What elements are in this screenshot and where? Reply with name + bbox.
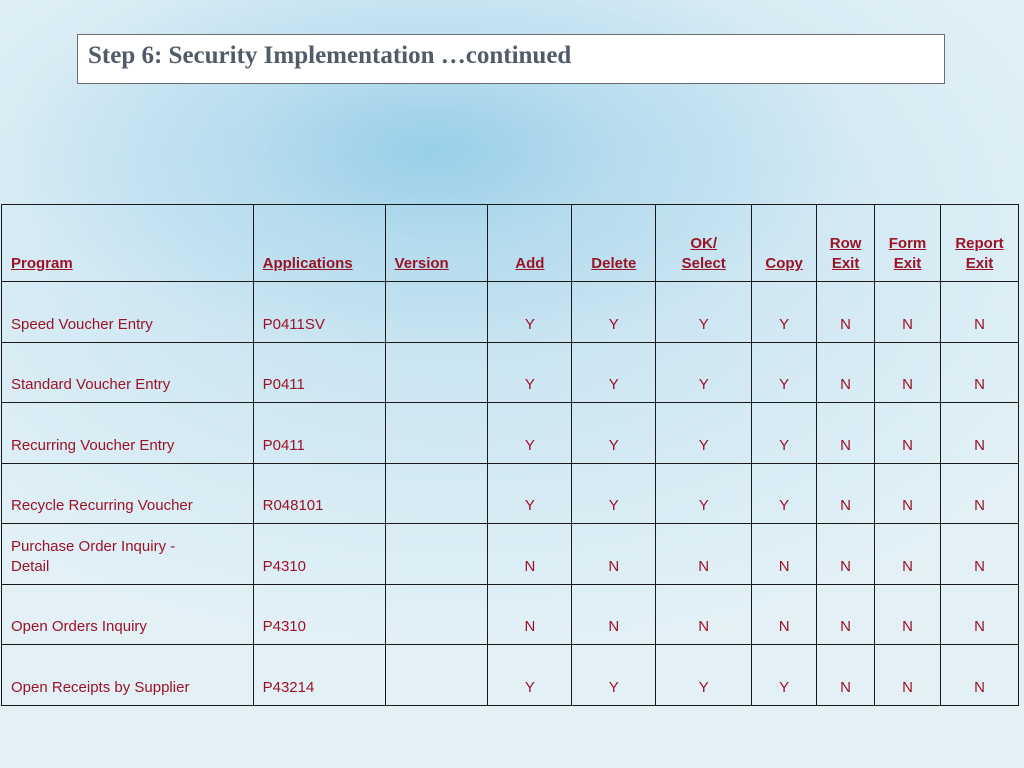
cell-program: Purchase Order Inquiry - Detail [2, 524, 254, 585]
cell-add: Y [488, 645, 572, 706]
cell-delete: Y [572, 342, 656, 403]
title-box [77, 34, 945, 84]
cell-version [385, 282, 488, 343]
cell-report-exit: N [940, 584, 1018, 645]
header-form-exit[interactable]: Form Exit [875, 205, 941, 282]
cell-row-exit: N [817, 282, 875, 343]
cell-application: P0411SV [253, 282, 385, 343]
cell-version [385, 403, 488, 464]
header-delete[interactable]: Delete [572, 205, 656, 282]
table-row [2, 584, 1019, 645]
cell-copy: N [752, 584, 817, 645]
cell-delete: Y [572, 645, 656, 706]
cell-delete: Y [572, 463, 656, 524]
cell-row-exit: N [817, 524, 875, 585]
table-row [2, 282, 1019, 343]
cell-application: R048101 [253, 463, 385, 524]
header-version[interactable]: Version [385, 205, 488, 282]
cell-application: P0411 [253, 342, 385, 403]
cell-report-exit: N [940, 403, 1018, 464]
cell-row-exit: N [817, 463, 875, 524]
cell-copy: Y [752, 282, 817, 343]
cell-add: Y [488, 282, 572, 343]
cell-row-exit: N [817, 645, 875, 706]
cell-program: Open Receipts by Supplier [2, 645, 254, 706]
slide-title: Step 6: Security Implementation …continued [88, 42, 572, 69]
cell-application: P4310 [253, 524, 385, 585]
table-row [2, 463, 1019, 524]
header-add[interactable]: Add [488, 205, 572, 282]
cell-copy: Y [752, 403, 817, 464]
cell-row-exit: N [817, 584, 875, 645]
header-program[interactable]: Program [2, 205, 254, 282]
header-report-exit[interactable]: Report Exit [940, 205, 1018, 282]
cell-row-exit: N [817, 403, 875, 464]
cell-report-exit: N [940, 524, 1018, 585]
cell-copy: Y [752, 342, 817, 403]
cell-form-exit: N [875, 524, 941, 585]
cell-copy: Y [752, 645, 817, 706]
cell-form-exit: N [875, 584, 941, 645]
cell-ok-select: N [656, 524, 752, 585]
cell-ok-select: Y [656, 645, 752, 706]
header-row-exit[interactable]: Row Exit [817, 205, 875, 282]
header-copy[interactable]: Copy [752, 205, 817, 282]
cell-ok-select: Y [656, 403, 752, 464]
cell-program: Open Orders Inquiry [2, 584, 254, 645]
cell-ok-select: Y [656, 282, 752, 343]
cell-delete: Y [572, 403, 656, 464]
cell-delete: Y [572, 282, 656, 343]
table-row [2, 342, 1019, 403]
cell-program: Speed Voucher Entry [2, 282, 254, 343]
cell-report-exit: N [940, 282, 1018, 343]
cell-add: Y [488, 342, 572, 403]
cell-version [385, 584, 488, 645]
table-row [2, 403, 1019, 464]
cell-add: Y [488, 403, 572, 464]
cell-version [385, 342, 488, 403]
cell-form-exit: N [875, 645, 941, 706]
cell-copy: N [752, 524, 817, 585]
cell-ok-select: Y [656, 463, 752, 524]
cell-ok-select: Y [656, 342, 752, 403]
header-row [2, 205, 1019, 282]
cell-report-exit: N [940, 645, 1018, 706]
table-row [2, 524, 1019, 585]
cell-ok-select: N [656, 584, 752, 645]
cell-program: Recycle Recurring Voucher [2, 463, 254, 524]
cell-add: N [488, 524, 572, 585]
cell-form-exit: N [875, 342, 941, 403]
header-applications[interactable]: Applications [253, 205, 385, 282]
cell-version [385, 524, 488, 585]
cell-program: Recurring Voucher Entry [2, 403, 254, 464]
cell-copy: Y [752, 463, 817, 524]
security-table [1, 204, 1019, 706]
cell-version [385, 645, 488, 706]
cell-application: P43214 [253, 645, 385, 706]
cell-version [385, 463, 488, 524]
cell-add: Y [488, 463, 572, 524]
cell-program: Standard Voucher Entry [2, 342, 254, 403]
cell-form-exit: N [875, 403, 941, 464]
cell-delete: N [572, 524, 656, 585]
cell-form-exit: N [875, 282, 941, 343]
cell-delete: N [572, 584, 656, 645]
cell-add: N [488, 584, 572, 645]
table-row [2, 645, 1019, 706]
cell-report-exit: N [940, 463, 1018, 524]
header-ok-select[interactable]: OK/ Select [656, 205, 752, 282]
cell-application: P0411 [253, 403, 385, 464]
cell-application: P4310 [253, 584, 385, 645]
cell-form-exit: N [875, 463, 941, 524]
cell-row-exit: N [817, 342, 875, 403]
cell-report-exit: N [940, 342, 1018, 403]
